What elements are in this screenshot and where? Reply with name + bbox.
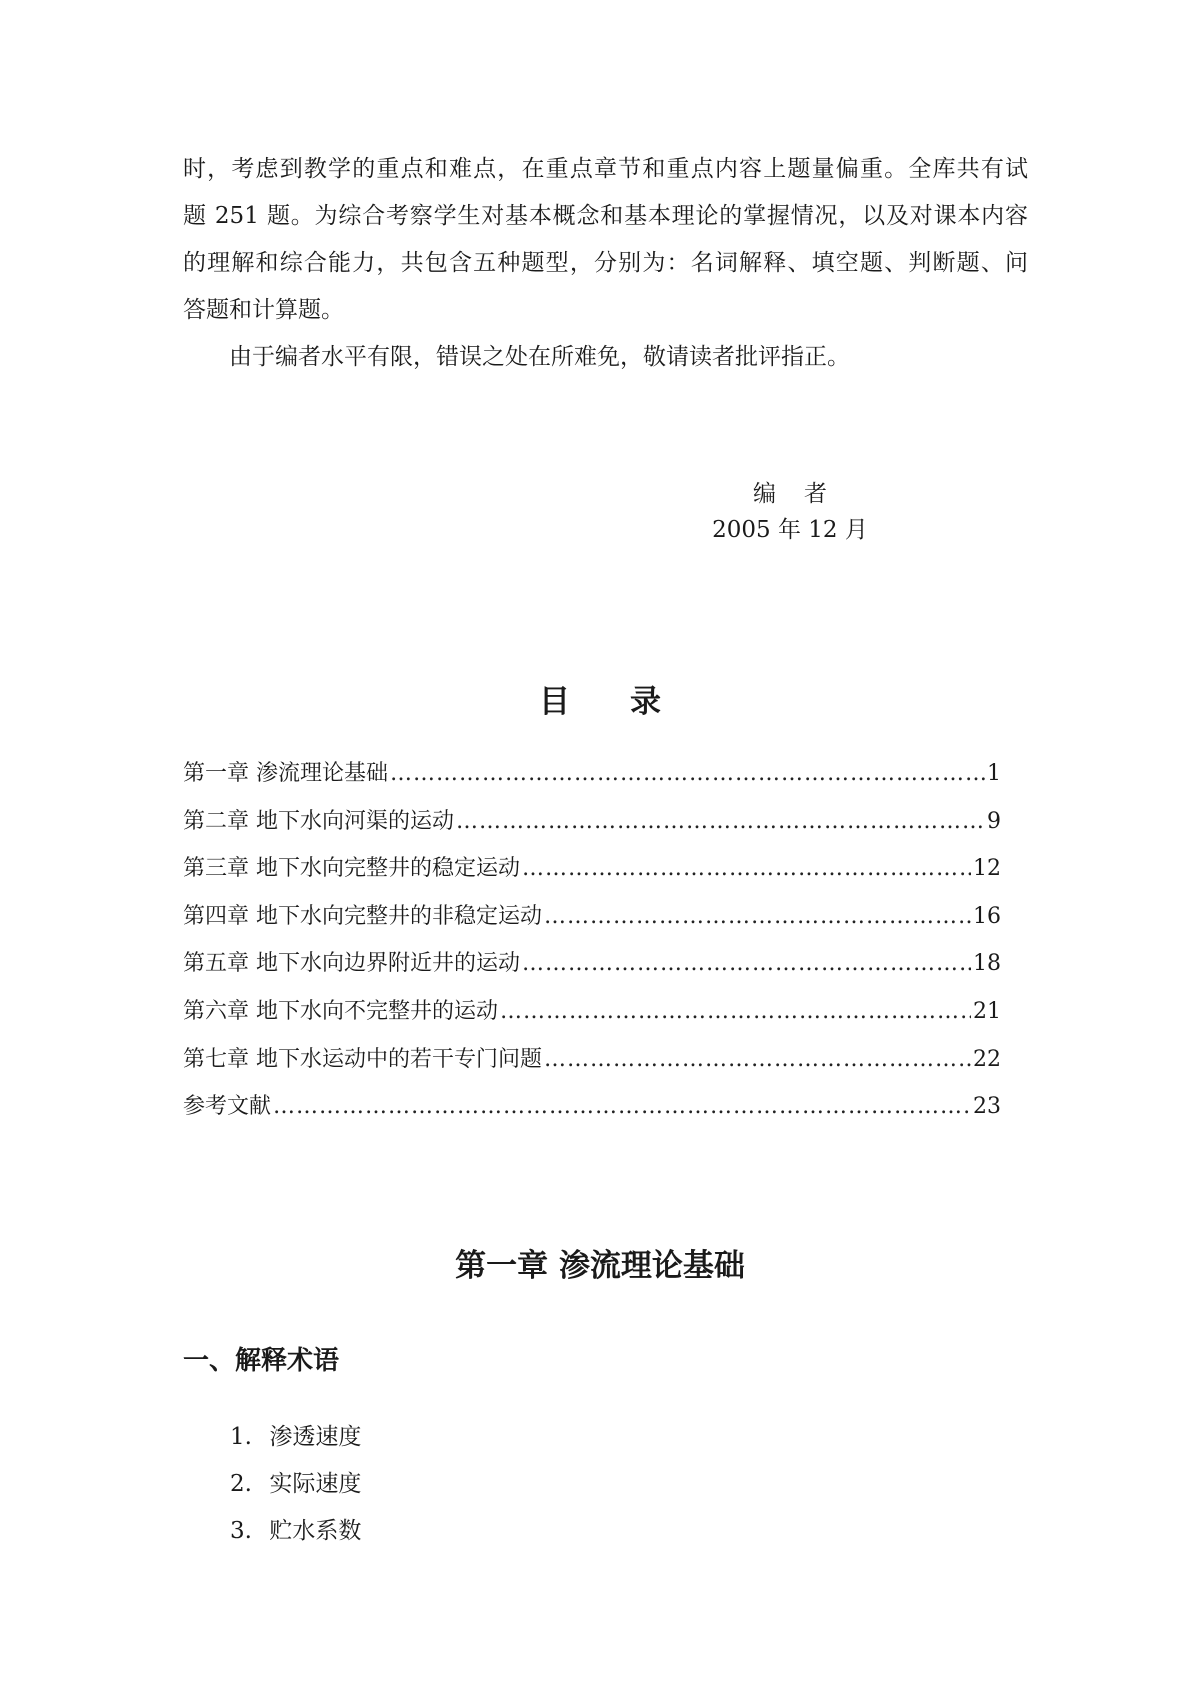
- toc-entry-label: 第五章 地下水向边界附近井的运动: [183, 951, 520, 977]
- section-title: 一、解释术语: [183, 1346, 340, 1376]
- toc-entry[interactable]: [183, 804, 1001, 852]
- toc-entry-page: 21: [973, 998, 1001, 1024]
- toc-entry-label: 参考文献: [183, 1094, 272, 1120]
- signature-date: 2005 年 12 月: [712, 517, 868, 543]
- term-item: [230, 1512, 361, 1559]
- preface-line: 题 251 题。为综合考察学生对基本概念和基本理论的掌握情况，以及对课本内容: [183, 203, 1028, 229]
- toc-entry[interactable]: [183, 946, 1001, 994]
- signature-block: [700, 476, 880, 548]
- toc-title: 目录: [539, 684, 721, 720]
- toc-entry[interactable]: [183, 756, 1001, 804]
- table-of-contents: [183, 756, 1001, 1137]
- toc-entry-page: 12: [973, 856, 1001, 882]
- toc-entry[interactable]: [183, 1089, 1001, 1137]
- toc-entry-page: 23: [973, 1094, 1001, 1120]
- toc-dot-leader: [273, 1094, 971, 1119]
- toc-entry-page: 1: [987, 761, 1001, 786]
- toc-entry-label: 第二章 地下水向河渠的运动: [183, 808, 454, 834]
- preface-text: [183, 146, 1028, 381]
- term-text: 渗透速度: [269, 1424, 362, 1450]
- term-number: 1.: [230, 1424, 252, 1450]
- preface-line: 时，考虑到教学的重点和难点，在重点章节和重点内容上题量偏重。全库共有试: [183, 156, 1028, 182]
- toc-entry-page: 18: [973, 951, 1001, 977]
- toc-dot-leader: [544, 1047, 971, 1072]
- toc-entry[interactable]: [183, 994, 1001, 1042]
- toc-entry-label: 第三章 地下水向完整井的稳定运动: [183, 856, 520, 882]
- term-number: 2.: [230, 1471, 252, 1497]
- toc-dot-leader: [522, 856, 971, 881]
- term-item: [230, 1465, 361, 1512]
- toc-entry-page: 16: [973, 903, 1001, 929]
- preface-line: 的理解和综合能力，共包含五种题型，分别为：名词解释、填空题、判断题、问: [183, 250, 1028, 276]
- toc-dot-leader: [522, 951, 971, 976]
- preface-paragraph-2: 由于编者水平有限，错误之处在所难免，敬请读者批评指正。: [229, 344, 850, 370]
- toc-entry[interactable]: [183, 899, 1001, 947]
- toc-dot-leader: [500, 999, 971, 1024]
- toc-entry-label: 第一章 渗流理论基础: [183, 761, 388, 786]
- term-text: 实际速度: [269, 1471, 362, 1497]
- toc-entry-label: 第七章 地下水运动中的若干专门问题: [183, 1046, 542, 1072]
- term-item: [230, 1418, 361, 1465]
- term-list: [230, 1418, 361, 1559]
- term-number: 3.: [230, 1518, 252, 1544]
- toc-entry-page: 22: [973, 1046, 1001, 1072]
- chapter-title: 第一章 渗流理论基础: [455, 1248, 745, 1284]
- preface-line: 答题和计算题。: [183, 297, 344, 323]
- term-text: 贮水系数: [269, 1518, 362, 1544]
- signature-editor: 编者: [753, 481, 855, 507]
- toc-entry-page: 9: [987, 808, 1001, 834]
- toc-dot-leader: [456, 809, 985, 834]
- toc-entry-label: 第四章 地下水向完整井的非稳定运动: [183, 903, 542, 929]
- toc-entry[interactable]: [183, 1042, 1001, 1090]
- toc-dot-leader: [390, 761, 985, 786]
- toc-dot-leader: [544, 904, 971, 929]
- toc-entry[interactable]: [183, 851, 1001, 899]
- toc-entry-label: 第六章 地下水向不完整井的运动: [183, 998, 498, 1024]
